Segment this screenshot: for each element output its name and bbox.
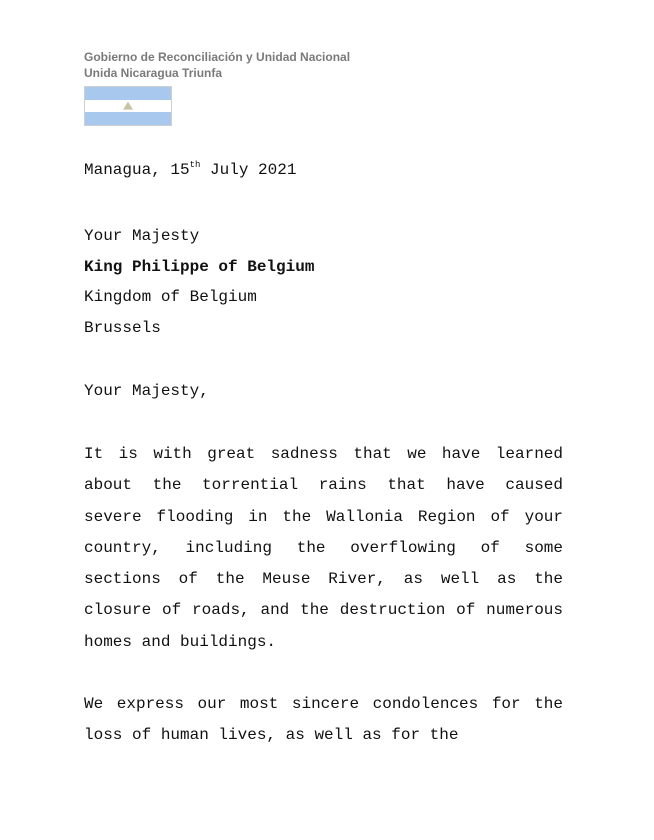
recipient-name: King Philippe of Belgium	[84, 257, 315, 276]
flag-emblem-icon	[123, 102, 133, 110]
salutation: Your Majesty,	[84, 382, 209, 400]
letter-date	[84, 159, 296, 181]
date-prefix: Managua, 15	[84, 161, 190, 179]
recipient-title: Your Majesty	[84, 227, 200, 245]
recipient-country: Kingdom of Belgium	[84, 288, 257, 306]
flag-middle-stripe	[85, 100, 171, 113]
date-ordinal: th	[189, 160, 201, 170]
letterhead-line-1: Gobierno de Reconciliación y Unidad Nacional	[84, 50, 351, 64]
recipient-address	[84, 221, 314, 343]
body-paragraph-1: It is with great sadness that we have learned about the torrential rains that have caused severe flooding in the Wallonia Region of your country, including the overflowing of some sections of the Meuse River, as well as the closure of roads, and the destruction of numerous homes and buildings.	[84, 445, 563, 651]
body-paragraph-2: We express our most sincere condolences for the loss of human lives, as well as for the	[84, 695, 563, 745]
letterhead-line-2: Unida Nicaragua Triunfa	[84, 66, 223, 80]
recipient-city: Brussels	[84, 318, 161, 337]
flag-bottom-stripe	[85, 112, 171, 125]
flag-top-stripe	[85, 87, 171, 100]
date-suffix: July 2021	[200, 161, 297, 179]
nicaragua-flag-icon	[84, 86, 172, 126]
letterhead	[84, 49, 350, 81]
